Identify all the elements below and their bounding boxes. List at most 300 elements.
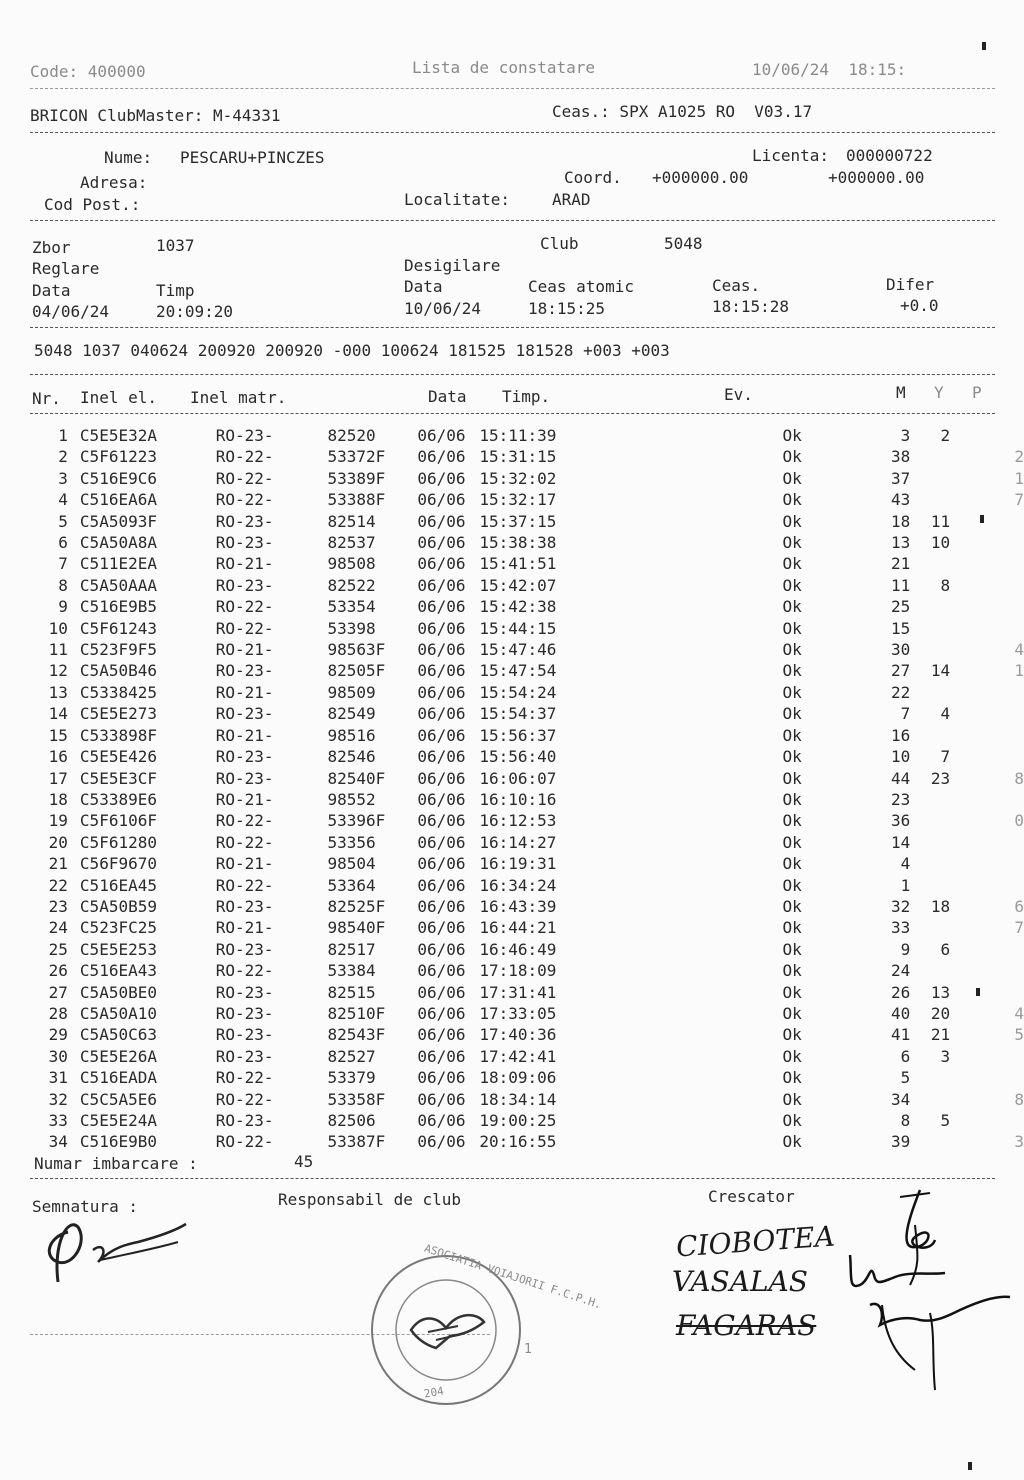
cell-m: 14 [890, 832, 911, 852]
cell-matr: 82522 [327, 575, 376, 595]
cell-series: RO-23- [215, 1111, 274, 1130]
cell-ev: Ok [782, 854, 802, 874]
cell-matr: 98509 [327, 682, 376, 702]
cell-spacer [950, 960, 1004, 981]
cell-series: RO-21- [215, 682, 274, 702]
cell-series: RO-22- [215, 1132, 274, 1152]
cell-spacer [950, 875, 1004, 896]
cell-spacer [950, 553, 1004, 574]
table-row [30, 939, 1024, 960]
cell-matr: 98540F [327, 918, 386, 938]
stamp-text: ASOCIATIA VOIAJORII F.C.P.H. [422, 1241, 604, 1312]
cell-date: 06/06 [417, 468, 466, 488]
cell-spacer [679, 789, 783, 810]
cell-y: 3 [940, 1046, 951, 1066]
cell-series: RO-23- [215, 426, 274, 445]
cell-m: 32 [890, 896, 911, 916]
table-row [30, 725, 1024, 746]
col-time: Timp. [502, 387, 551, 406]
cell-date: 06/06 [417, 896, 466, 916]
cell-date: 06/06 [417, 832, 466, 852]
cell-series: RO-22- [215, 597, 274, 617]
cell-spacer [950, 939, 1004, 960]
cell-nr: 29 [48, 1025, 68, 1045]
cell-nr: 18 [48, 789, 68, 809]
cell-spacer [679, 575, 783, 596]
cell-ev: Ok [782, 961, 802, 981]
punch-mark [980, 515, 984, 523]
cell-nr: 6 [58, 533, 68, 553]
cell-matr: 98508 [327, 554, 376, 574]
stamp-number: 204 [422, 1384, 445, 1401]
cell-time: 17:40:36 [479, 1025, 557, 1045]
cell-spacer [950, 468, 1004, 489]
cell-m: 15 [890, 618, 911, 638]
cell-p [1004, 1110, 1024, 1131]
cell-date: 06/06 [417, 1068, 466, 1088]
cell-m: 27 [890, 661, 911, 681]
cell-nr: 5 [58, 511, 68, 531]
cell-el: C5A50C63 [79, 1025, 157, 1045]
cell-ev: Ok [782, 490, 802, 510]
locality: ARAD [552, 190, 591, 209]
cell-y: 11 [930, 511, 951, 531]
cell-time: 16:06:07 [479, 768, 557, 788]
table-row [30, 960, 1024, 981]
club-responsible-label: Responsabil de club [278, 1190, 462, 1209]
coord-y: +000000.00 [828, 168, 925, 187]
cell-ev: Ok [782, 1132, 802, 1152]
cell-time: 20:16:55 [479, 1132, 557, 1152]
summary-line: 5048 1037 040624 200920 200920 -000 100624 181525 181528 +003 +003 [34, 341, 670, 360]
diff-label: Difer [886, 275, 935, 294]
col-ring-matr: Inel matr. [190, 388, 287, 407]
cell-spacer [950, 660, 1004, 681]
cell-el: C56F9670 [79, 854, 157, 874]
cell-y: 5 [940, 1111, 951, 1130]
cell-series: RO-21- [215, 554, 274, 574]
cell-matr: 98563F [327, 640, 386, 660]
table-row [30, 875, 1024, 896]
clock-diff: +0.0 [900, 296, 939, 315]
cell-spacer [950, 853, 1004, 874]
cell-nr: 24 [48, 918, 68, 938]
cell-ev: Ok [782, 682, 802, 702]
cell-matr: 53358F [327, 1089, 386, 1109]
cell-spacer [679, 960, 783, 981]
table-row [30, 596, 1024, 617]
cell-y [910, 853, 950, 874]
flight-number: 1037 [156, 236, 195, 255]
cell-nr: 2 [58, 447, 68, 467]
cell-m: 7 [900, 704, 911, 724]
cell-ev: Ok [782, 1003, 802, 1023]
cell-date: 06/06 [417, 875, 466, 895]
signature-scribble [38, 1212, 198, 1292]
cell-m: 23 [890, 789, 911, 809]
cell-el: C5E5E24A [79, 1111, 157, 1130]
cell-m: 30 [890, 640, 911, 660]
cell-p: 7 [1014, 490, 1024, 510]
cell-date: 06/06 [417, 747, 466, 767]
cell-p [1004, 596, 1024, 617]
table-row [30, 703, 1024, 724]
cell-p [1004, 832, 1024, 853]
table-row [30, 489, 1024, 510]
cell-ev: Ok [782, 618, 802, 638]
cell-spacer [950, 425, 1004, 446]
cell-time: 16:10:16 [479, 789, 557, 809]
cell-spacer [679, 896, 783, 917]
cell-p [1004, 939, 1024, 960]
cell-time: 15:56:40 [479, 747, 557, 767]
table-row [30, 1024, 1024, 1045]
cell-y: 4 [940, 704, 951, 724]
cell-p [1004, 960, 1024, 981]
cell-matr: 82549 [327, 704, 376, 724]
cell-p [1004, 982, 1024, 1003]
cell-matr: 82514 [327, 511, 376, 531]
cell-m: 39 [890, 1132, 911, 1152]
cell-date: 06/06 [417, 682, 466, 702]
cell-series: RO-23- [215, 661, 274, 681]
set-time-label: Timp [156, 281, 195, 300]
owner-name: PESCARU+PINCZES [180, 148, 325, 167]
table-row [30, 896, 1024, 917]
cell-y [910, 1067, 950, 1088]
cell-m: 26 [890, 982, 911, 1002]
handwritten-name-3: FAGARAS [676, 1309, 817, 1342]
cell-spacer [679, 768, 783, 789]
cell-el: C5E5E32A [79, 426, 157, 445]
cell-spacer [679, 1110, 783, 1131]
cell-m: 33 [890, 918, 911, 938]
cell-spacer [679, 511, 783, 532]
cell-spacer [950, 917, 1004, 938]
cell-el: C5F61280 [79, 832, 157, 852]
cell-y [910, 489, 950, 510]
cell-spacer [950, 1089, 1004, 1110]
cell-date: 06/06 [417, 1111, 466, 1130]
cell-m: 3 [900, 426, 911, 445]
cell-nr: 34 [48, 1132, 68, 1152]
cell-spacer [679, 425, 783, 446]
set-time: 20:09:20 [156, 302, 234, 321]
breeder-label: Crescator [708, 1187, 795, 1206]
cell-y [910, 596, 950, 617]
cell-spacer [950, 446, 1004, 467]
table-row [30, 1046, 1024, 1067]
boarding-label: Numar imbarcare : [34, 1154, 198, 1173]
table-row [30, 853, 1024, 874]
cell-el: C516EA6A [79, 490, 157, 510]
cell-date: 06/06 [417, 1025, 466, 1045]
cell-ev: Ok [782, 597, 802, 617]
cell-series: RO-21- [215, 725, 274, 745]
cell-matr: 53388F [327, 490, 386, 510]
cell-spacer [679, 725, 783, 746]
cell-matr: 53387F [327, 1132, 386, 1152]
cell-series: RO-22- [215, 618, 274, 638]
cell-el: C5F61243 [79, 618, 157, 638]
cell-p [1004, 725, 1024, 746]
table-row [30, 917, 1024, 938]
cell-ev: Ok [782, 533, 802, 553]
cell-time: 15:41:51 [479, 554, 557, 574]
cell-nr: 8 [58, 575, 68, 595]
cell-matr: 82505F [327, 661, 386, 681]
cell-y [910, 682, 950, 703]
cell-nr: 23 [48, 896, 68, 916]
clock-label: Ceas. [712, 276, 761, 295]
cell-series: RO-23- [215, 1046, 274, 1066]
table-row [30, 746, 1024, 767]
cell-m: 38 [890, 447, 911, 467]
table-row [30, 468, 1024, 489]
cell-date: 06/06 [417, 533, 466, 553]
cell-ev: Ok [782, 832, 802, 852]
table-row [30, 532, 1024, 553]
cell-time: 17:31:41 [479, 982, 557, 1002]
cell-ev: Ok [782, 554, 802, 574]
cell-date: 06/06 [417, 1003, 466, 1023]
cell-y: 21 [930, 1025, 951, 1045]
locality-label: Localitate: [404, 190, 510, 209]
cell-y: 6 [940, 939, 951, 959]
cell-y [910, 468, 950, 489]
cell-y [910, 832, 950, 853]
cell-spacer [950, 725, 1004, 746]
cell-spacer [950, 1024, 1004, 1045]
cell-nr: 15 [48, 725, 68, 745]
cell-matr: 53379 [327, 1068, 376, 1088]
cell-m: 4 [900, 854, 911, 874]
cell-spacer [679, 703, 783, 724]
table-row [30, 618, 1024, 639]
cell-series: RO-23- [215, 1025, 274, 1045]
cell-nr: 16 [48, 747, 68, 767]
cell-m: 9 [900, 939, 911, 959]
cell-el: C53389E6 [79, 789, 157, 809]
cell-series: RO-22- [215, 1068, 274, 1088]
cell-date: 06/06 [417, 1089, 466, 1109]
cell-nr: 27 [48, 982, 68, 1002]
cell-spacer [679, 1089, 783, 1110]
table-row [30, 982, 1024, 1003]
cell-nr: 3 [58, 468, 68, 488]
cell-ev: Ok [782, 447, 802, 467]
cell-el: C5338425 [79, 682, 157, 702]
cell-y [910, 1089, 950, 1110]
cell-matr: 53389F [327, 468, 386, 488]
cell-series: RO-21- [215, 640, 274, 660]
cell-ev: Ok [782, 747, 802, 767]
cell-y: 10 [930, 533, 951, 553]
punch-mark [982, 42, 986, 50]
table-row [30, 832, 1024, 853]
cell-matr: 53356 [327, 832, 376, 852]
cell-el: C5A5093F [79, 511, 157, 531]
table-row [30, 575, 1024, 596]
cell-spacer [679, 682, 783, 703]
cell-p: 4 [1014, 1003, 1024, 1023]
cell-date: 06/06 [417, 961, 466, 981]
cell-nr: 32 [48, 1089, 68, 1109]
cell-m: 44 [890, 768, 911, 788]
cell-ev: Ok [782, 768, 802, 788]
cell-m: 21 [890, 554, 911, 574]
cell-nr: 22 [48, 875, 68, 895]
cell-spacer [950, 789, 1004, 810]
cell-spacer [679, 939, 783, 960]
cell-m: 16 [890, 725, 911, 745]
name-label: Nume: [104, 148, 153, 167]
cell-y [910, 639, 950, 660]
cell-series: RO-23- [215, 747, 274, 767]
cell-nr: 10 [48, 618, 68, 638]
table-row [30, 639, 1024, 660]
set-date: 04/06/24 [32, 302, 110, 321]
cell-series: RO-22- [215, 1089, 274, 1109]
cell-date: 06/06 [417, 854, 466, 874]
cell-matr: 82510F [327, 1003, 386, 1023]
table-row [30, 553, 1024, 574]
col-nr: Nr. [32, 389, 61, 408]
cell-spacer [950, 1046, 1004, 1067]
cell-time: 17:42:41 [479, 1046, 557, 1066]
cell-spacer [950, 1003, 1004, 1024]
cell-spacer [679, 489, 783, 510]
cell-matr: 82517 [327, 939, 376, 959]
cell-m: 34 [890, 1089, 911, 1109]
cell-spacer [950, 639, 1004, 660]
cell-el: C5E5E3CF [79, 768, 157, 788]
cell-p [1004, 553, 1024, 574]
cell-m: 37 [890, 468, 911, 488]
cell-el: C516EA43 [79, 961, 157, 981]
cell-spacer [950, 832, 1004, 853]
table-row [30, 1110, 1024, 1131]
cell-time: 16:34:24 [479, 875, 557, 895]
col-ring-el: Inel el. [80, 388, 158, 407]
cell-time: 18:34:14 [479, 1089, 557, 1109]
cell-date: 06/06 [417, 789, 466, 809]
cell-p [1004, 703, 1024, 724]
cell-y [910, 917, 950, 938]
cell-ev: Ok [782, 918, 802, 938]
cell-nr: 4 [58, 490, 68, 510]
cell-y: 13 [930, 982, 951, 1002]
cell-time: 15:44:15 [479, 618, 557, 638]
cell-spacer [950, 596, 1004, 617]
cell-p: 1 [1014, 468, 1024, 488]
cell-spacer [679, 553, 783, 574]
cell-spacer [679, 832, 783, 853]
table-row [30, 511, 1024, 532]
cell-time: 15:42:07 [479, 575, 557, 595]
cell-spacer [679, 660, 783, 681]
cell-matr: 98504 [327, 854, 376, 874]
cell-date: 06/06 [417, 575, 466, 595]
cell-time: 16:12:53 [479, 811, 557, 831]
cell-el: C5E5E426 [79, 747, 157, 767]
table-row [30, 789, 1024, 810]
cell-spacer [950, 511, 1004, 532]
cell-date: 06/06 [417, 811, 466, 831]
cell-m: 40 [890, 1003, 911, 1023]
cell-p [1004, 853, 1024, 874]
handwritten-name-2: VASALAS [672, 1265, 808, 1298]
cell-spacer [950, 810, 1004, 831]
cell-matr: 53354 [327, 597, 376, 617]
cell-ev: Ok [782, 789, 802, 809]
cell-time: 15:47:46 [479, 640, 557, 660]
cell-series: RO-22- [215, 468, 274, 488]
cell-date: 06/06 [417, 447, 466, 467]
cell-spacer [679, 875, 783, 896]
table-row [30, 1089, 1024, 1110]
cell-el: C516EADA [79, 1068, 157, 1088]
unseal-date: 10/06/24 [404, 299, 482, 318]
cell-y: 7 [940, 747, 951, 767]
cell-m: 36 [890, 811, 911, 831]
cell-y [910, 875, 950, 896]
cell-ev: Ok [782, 982, 802, 1002]
cell-date: 06/06 [417, 725, 466, 745]
cell-m: 8 [900, 1111, 911, 1130]
cell-p [1004, 875, 1024, 896]
cell-p: 7 [1014, 918, 1024, 938]
cell-p: 3 [1014, 1132, 1024, 1152]
col-ev: Ev. [724, 385, 753, 404]
cell-date: 06/06 [417, 1046, 466, 1066]
cell-ev: Ok [782, 725, 802, 745]
col-date: Data [428, 387, 467, 406]
cell-y [910, 618, 950, 639]
cell-series: RO-22- [215, 875, 274, 895]
cell-p [1004, 532, 1024, 553]
cell-y: 2 [940, 426, 951, 445]
cell-date: 06/06 [417, 490, 466, 510]
cell-ev: Ok [782, 426, 802, 445]
cell-ev: Ok [782, 811, 802, 831]
cell-time: 15:37:15 [479, 511, 557, 531]
cell-p: 8 [1014, 768, 1024, 788]
cell-series: RO-22- [215, 447, 274, 467]
cell-series: RO-23- [215, 575, 274, 595]
cell-date: 06/06 [417, 511, 466, 531]
cell-series: RO-23- [215, 896, 274, 916]
device-name: BRICON ClubMaster: M-44331 [30, 106, 281, 125]
cell-spacer [679, 746, 783, 767]
cell-el: C5E5E253 [79, 939, 157, 959]
cell-time: 15:38:38 [479, 533, 557, 553]
cell-el: C516E9B5 [79, 597, 157, 617]
cell-ev: Ok [782, 575, 802, 595]
cell-m: 25 [890, 597, 911, 617]
boarding-count: 45 [294, 1152, 314, 1171]
cell-time: 15:31:15 [479, 447, 557, 467]
cell-matr: 82515 [327, 982, 376, 1002]
table-row [30, 446, 1024, 467]
cell-p [1004, 1067, 1024, 1088]
list-title: Lista de constatare [412, 58, 596, 77]
cell-series: RO-23- [215, 511, 274, 531]
unseal-date-label: Data [404, 277, 443, 296]
cell-nr: 17 [48, 768, 68, 788]
cell-p [1004, 575, 1024, 596]
cell-time: 19:00:25 [479, 1111, 557, 1130]
